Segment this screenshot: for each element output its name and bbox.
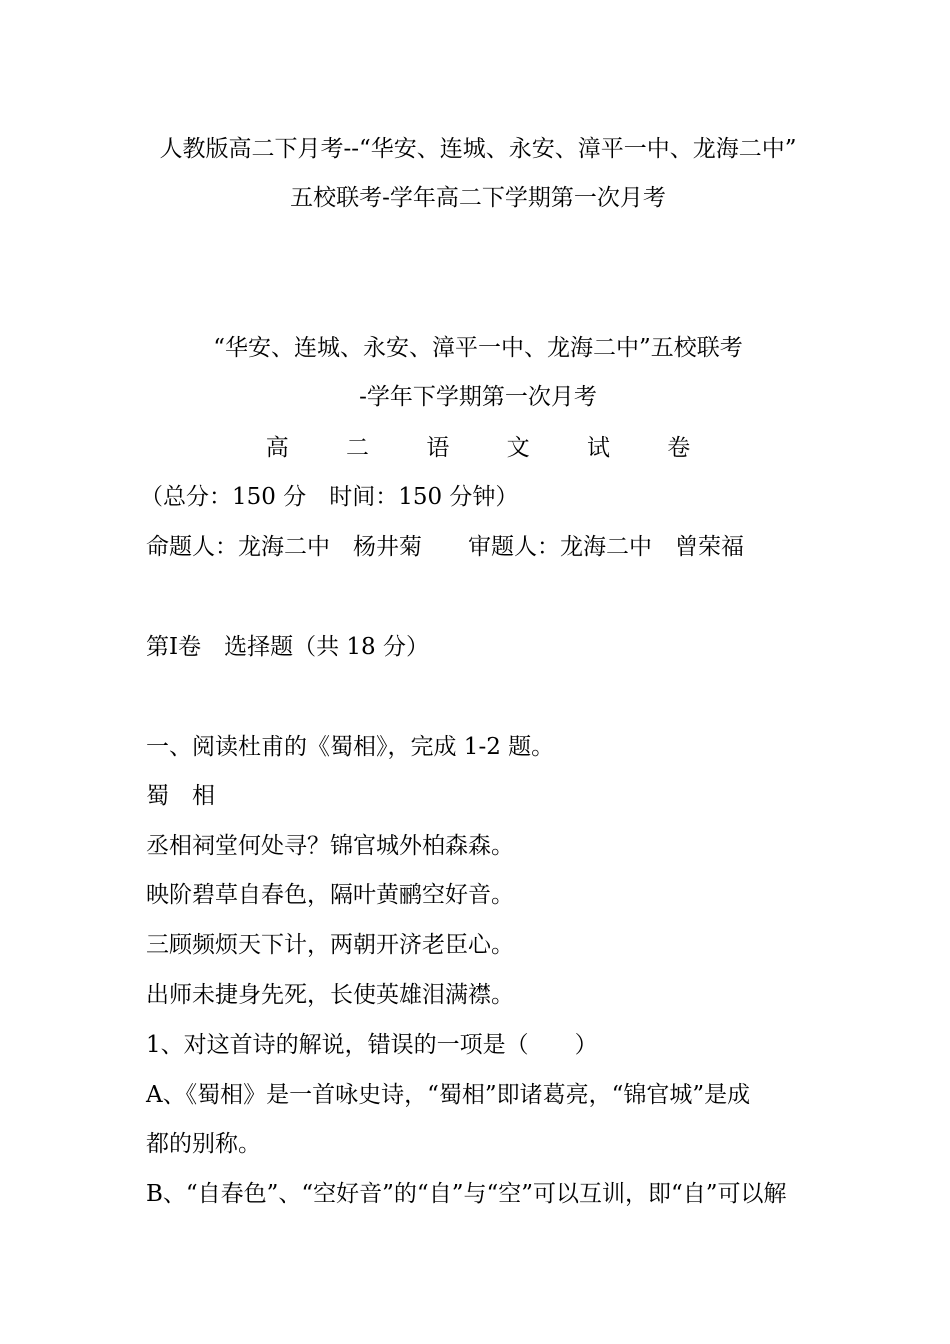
exam-header-line-2: -学年下学期第一次月考: [359, 384, 597, 410]
doc-title-line-1: 人教版高二下月考--“华安、连城、永安、漳平一中、龙海二中”: [159, 136, 797, 162]
part-1-instruction: 一、阅读杜甫的《蜀相》，完成 1-2 题。: [146, 734, 555, 760]
poem-title: 蜀 相: [146, 783, 215, 809]
question-1-option-a-line-2: 都的别称。: [146, 1131, 261, 1157]
exam-authors: 命题人：龙海二中 杨井菊 审题人：龙海二中 曾荣福: [146, 534, 744, 560]
question-1-option-b-line-1: B、“自春色”、“空好音”的“自”与“空”可以互训，即“自”可以解: [146, 1181, 787, 1207]
section-1-title: 第Ⅰ卷 选择题（共 18 分）: [146, 634, 429, 660]
doc-title-line-2: 五校联考-学年高二下学期第一次月考: [290, 185, 666, 211]
poem-line-3: 三顾频烦天下计，两朝开济老臣心。: [146, 932, 514, 958]
poem-line-1: 丞相祠堂何处寻？锦官城外柏森森。: [146, 833, 514, 859]
exam-header-line-1: “华安、连城、永安、漳平一中、龙海二中”五校联考: [213, 335, 743, 361]
score-info: （总分：150 分 时间：150 分钟）: [140, 484, 519, 510]
exam-subject-title: 高 二 语 文 试 卷: [265, 435, 716, 461]
question-1-stem: 1、对这首诗的解说，错误的一项是（ ）: [146, 1032, 598, 1058]
question-1-option-a-line-1: A、《蜀相》是一首咏史诗，“蜀相”即诸葛亮，“锦官城”是成: [146, 1082, 751, 1108]
poem-line-4: 出师未捷身先死，长使英雄泪满襟。: [146, 982, 514, 1008]
poem-line-2: 映阶碧草自春色，隔叶黄鹂空好音。: [146, 882, 514, 908]
